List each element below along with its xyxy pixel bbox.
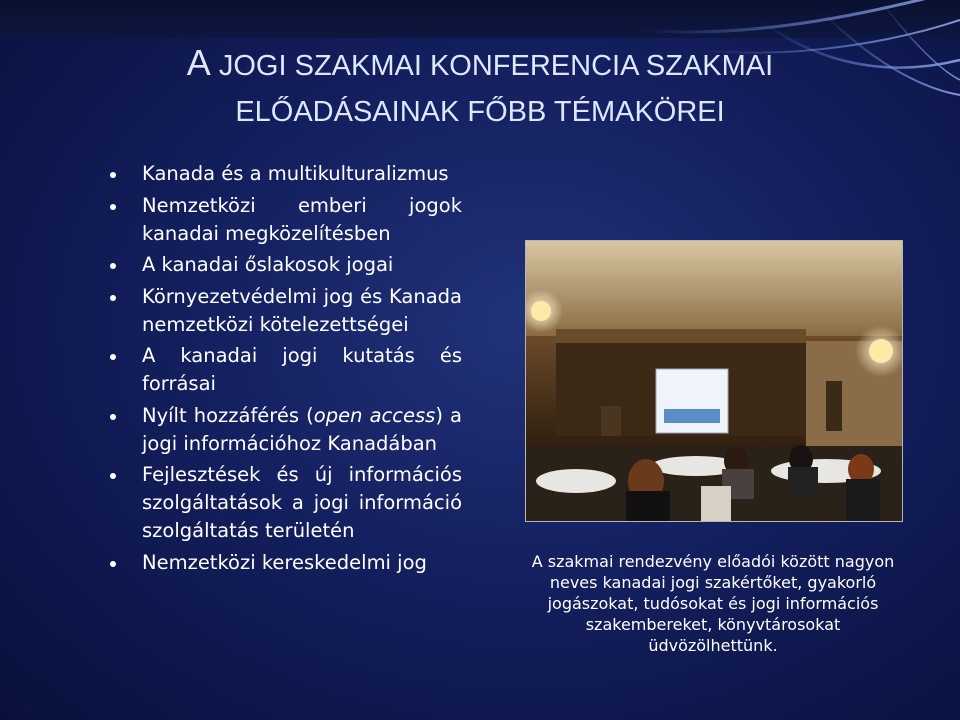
list-item xyxy=(110,342,462,398)
list-item xyxy=(110,192,462,248)
list-item-text: Környezetvédelmi jog és Kanada nemzetközi kötelezettségei xyxy=(142,284,462,336)
title-line1: JOGI SZAKMAI KONFERENCIA SZAKMAI xyxy=(218,50,774,82)
list-item-text: A kanadai őslakosok jogai xyxy=(142,253,394,276)
list-item-text: Kanada és a multikulturalizmus xyxy=(142,162,449,185)
list-item-text: Nyílt hozzáférés ( xyxy=(142,403,314,427)
slide-title xyxy=(150,40,810,135)
title-line2: ELŐADÁSAINAK FŐBB TÉMAKÖREI xyxy=(235,96,725,128)
conference-hall-photo-icon xyxy=(526,241,902,521)
list-item xyxy=(110,549,462,577)
list-item-italic: open access xyxy=(313,403,436,427)
list-item-text: A kanadai jogi kutatás és forrásai xyxy=(142,344,462,395)
list-item-text: Nemzetközi kereskedelmi jog xyxy=(142,550,427,574)
title-initial: A xyxy=(186,42,211,83)
list-item xyxy=(110,461,462,545)
list-item xyxy=(110,283,462,339)
topic-list xyxy=(110,160,462,580)
list-item xyxy=(110,402,462,458)
list-item-text: Fejlesztések és új információs szolgáltatások a jogi információ szolgáltatás területén xyxy=(142,463,462,542)
list-item xyxy=(110,251,462,279)
list-item xyxy=(110,160,462,188)
list-item-text: Nemzetközi emberi jogok kanadai megközelítésben xyxy=(142,193,462,245)
photo-caption: A szakmai rendezvény előadói között nagyon neves kanadai jogi szakértőket, gyakorló jogászokat, tudósokat és jogi információs szakembereket, könyvtárosokat üdvözölhettünk. xyxy=(531,552,895,655)
list-item-text: ) a jogi információhoz Kanadában xyxy=(142,403,462,455)
conference-photo xyxy=(525,240,903,522)
